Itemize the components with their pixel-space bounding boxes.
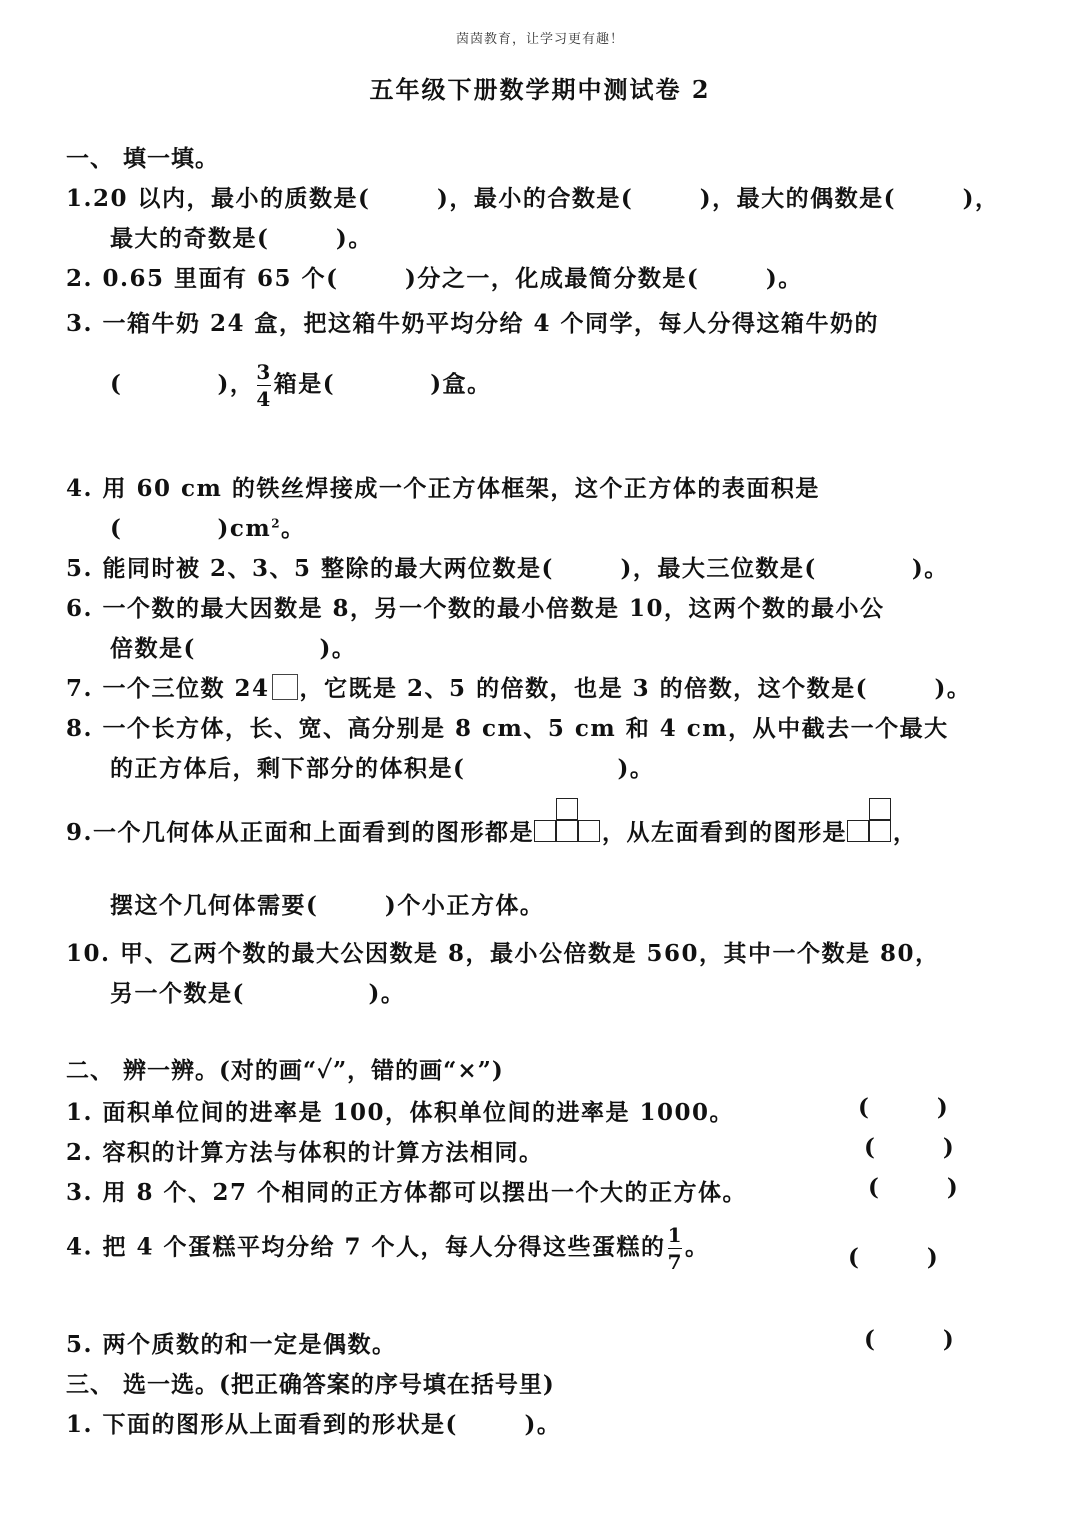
- judge-item-4-paren: ( ): [848, 1244, 940, 1271]
- question-2: 2. 0.65 里面有 65 个( )分之一，化成最简分数是( )。: [66, 265, 803, 292]
- question-4-line1: 4. 用 60 cm 的铁丝焊接成一个正方体框架，这个正方体的表面积是: [66, 475, 820, 502]
- question-3-line1: 3. 一箱牛奶 24 盒，把这箱牛奶平均分给 4 个同学，每人分得这箱牛奶的: [66, 310, 880, 337]
- question-8-line2: 的正方体后，剩下部分的体积是( )。: [110, 755, 655, 782]
- question-5: 5. 能同时被 2、3、5 整除的最大两位数是( )，最大三位数是( )。: [66, 555, 949, 582]
- section2-heading: 二、 辨一辨。(对的画“✓”，错的画“×”): [66, 1057, 504, 1084]
- choice-question-1: 1. 下面的图形从上面看到的形状是( )。: [66, 1411, 562, 1438]
- question-1-line1: 1.20 以内，最小的质数是( )，最小的合数是( )，最大的偶数是( )，: [66, 185, 1000, 212]
- blank-digit-box: [272, 674, 298, 700]
- judge-item-2-paren: ( ): [864, 1134, 956, 1161]
- question-9-line1: 9.一个几何体从正面和上面看到的图形都是 ，从左面看到的图形是 ，: [66, 814, 918, 847]
- judge-item-3: 3. 用 8 个、27 个相同的正方体都可以摆出一个大的正方体。: [66, 1179, 748, 1206]
- question-7: 7. 一个三位数 24 ，它既是 2、5 的倍数，也是 3 的倍数，这个数是( )。: [66, 675, 972, 702]
- page-header: 茵茵教育，让学习更有趣！: [455, 32, 624, 47]
- judge-item-1-paren: ( ): [858, 1094, 950, 1121]
- question-10-line1: 10. 甲、乙两个数的最大公因数是 8，最小公倍数是 560，其中一个数是 80，: [66, 940, 940, 967]
- left-view-shape: [847, 820, 893, 844]
- question-6-line2: 倍数是( )。: [110, 635, 357, 662]
- judge-item-5-paren: ( ): [864, 1326, 956, 1353]
- page-title: 五年级下册数学期中测试卷 2: [369, 75, 711, 104]
- front-top-view-shape: [534, 820, 602, 844]
- section3-heading: 三、 选一选。(把正确答案的序号填在括号里): [66, 1371, 555, 1398]
- judge-item-4: 4. 把 4 个蛋糕平均分给 7 个人，每人分得这些蛋糕的 $\frac{1}{7}$ 。: [66, 1223, 710, 1274]
- judge-item-5: 5. 两个质数的和一定是偶数。: [66, 1331, 397, 1358]
- judge-item-3-paren: ( ): [868, 1174, 960, 1201]
- question-3-line2: ( )， $\frac{3}{4}$ 箱是( )盒。: [110, 360, 492, 411]
- question-9-line2: 摆这个几何体需要( )个小正方体。: [110, 892, 545, 919]
- question-6-line1: 6. 一个数的最大因数是 8，另一个数的最小倍数是 10，这两个数的最小公: [66, 595, 885, 622]
- section1-heading: 一、 填一填。: [66, 145, 220, 172]
- question-4-line2: ( )$cm^2$。: [110, 515, 306, 542]
- judge-item-2: 2. 容积的计算方法与体积的计算方法相同。: [66, 1139, 544, 1166]
- question-10-line2: 另一个数是( )。: [110, 980, 406, 1007]
- question-8-line1: 8. 一个长方体，长、宽、高分别是 8 cm、5 cm 和 4 cm，从中截去一个最大: [66, 715, 949, 742]
- fraction-one-seventh: $\frac{1}{7}$: [667, 1223, 683, 1274]
- judge-item-1: 1. 面积单位间的进率是 100，体积单位间的进率是 1000。: [66, 1099, 735, 1126]
- fraction-three-quarters: $\frac{3}{4}$: [256, 360, 272, 411]
- question-1-line2: 最大的奇数是( )。: [110, 225, 373, 252]
